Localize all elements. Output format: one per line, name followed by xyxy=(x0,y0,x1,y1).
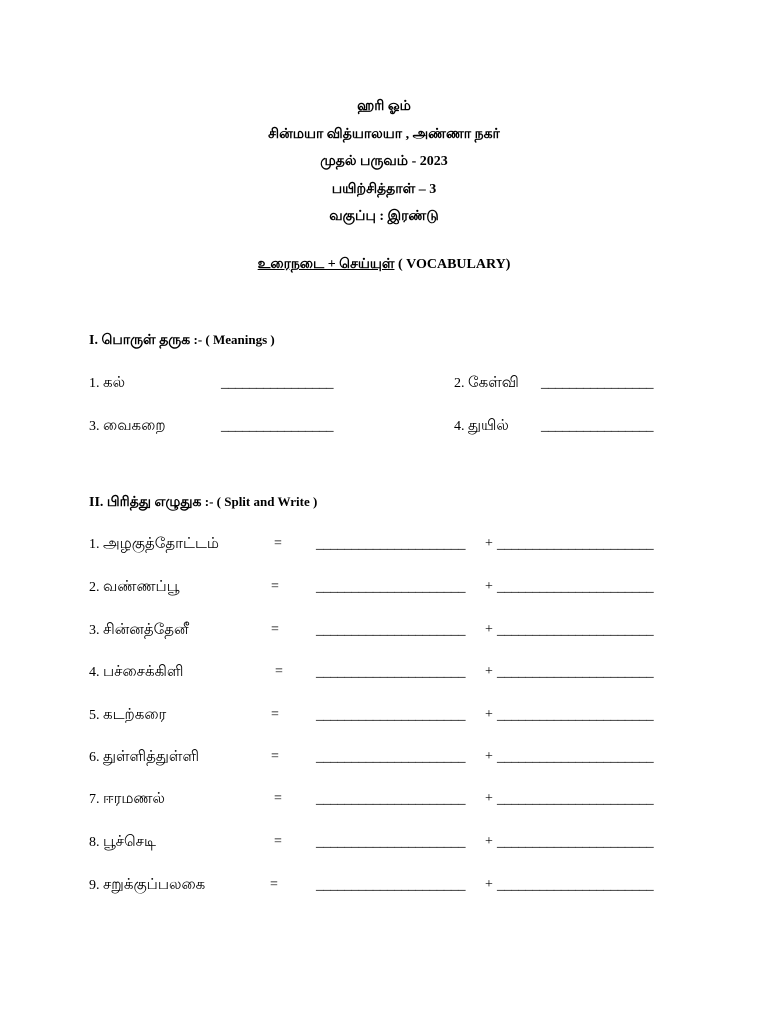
split-item xyxy=(89,873,205,898)
plus-sign: + xyxy=(485,664,493,679)
plus-sign: + xyxy=(485,834,493,849)
item-number: 1. xyxy=(89,537,103,552)
item-word: சறுக்குப்பலகை xyxy=(103,877,206,893)
meaning-item xyxy=(89,371,125,396)
equals-sign: = xyxy=(274,536,282,551)
plus-sign: + xyxy=(485,877,493,892)
item-number: 6. xyxy=(89,750,103,765)
split-item xyxy=(89,532,219,557)
item-word: துள்ளித்துள்ளி xyxy=(103,749,200,765)
answer-blank-first[interactable]: _____________________ xyxy=(316,877,466,893)
item-number: 8. xyxy=(89,835,103,850)
class-grade: வகுப்பு : இரண்டு xyxy=(329,209,439,224)
item-number: 3. xyxy=(89,623,103,638)
equals-sign: = xyxy=(275,664,283,679)
item-number: 7. xyxy=(89,792,103,807)
equals-sign: = xyxy=(271,579,279,594)
section-subtitle: :- ( Meanings ) xyxy=(190,332,275,347)
item-word: கல் xyxy=(103,375,126,391)
split-item xyxy=(89,660,183,685)
school-name: சின்மயா வித்யாலயா , அண்ணா நகர் xyxy=(268,126,500,142)
meaning-row xyxy=(89,371,689,395)
section-number: I. xyxy=(89,333,102,348)
meaning-item xyxy=(454,414,509,439)
split-row xyxy=(89,787,689,811)
split-row xyxy=(89,618,689,642)
answer-blank-second[interactable]: ______________________ xyxy=(497,622,654,638)
plus-sign: + xyxy=(485,791,493,806)
section-subtitle: :- ( Split and Write ) xyxy=(201,494,318,509)
answer-blank[interactable]: ________________ xyxy=(541,375,653,391)
vocabulary-title-tamil: உரைநடை + செய்யுள் xyxy=(257,257,395,272)
split-row xyxy=(89,830,689,854)
split-row xyxy=(89,532,689,556)
item-word: கேள்வி xyxy=(468,375,519,391)
answer-blank-second[interactable]: ______________________ xyxy=(497,749,654,765)
plus-sign: + xyxy=(485,622,493,637)
item-word: பூச்செடி xyxy=(103,834,156,850)
answer-blank-second[interactable]: ______________________ xyxy=(497,664,654,680)
split-item xyxy=(89,703,166,728)
equals-sign: = xyxy=(271,622,279,637)
item-word: வைகறை xyxy=(103,418,166,434)
answer-blank-first[interactable]: _____________________ xyxy=(316,834,466,850)
answer-blank-first[interactable]: _____________________ xyxy=(316,791,466,807)
equals-sign: = xyxy=(274,791,282,806)
split-item xyxy=(89,618,189,643)
item-word: கடற்கரை xyxy=(103,707,167,723)
item-word: வண்ணப்பூ xyxy=(103,579,180,595)
plus-sign: + xyxy=(485,536,493,551)
split-item xyxy=(89,745,199,770)
header-invocation: ஹரி ஓம் xyxy=(357,99,411,114)
split-row xyxy=(89,873,689,897)
split-item xyxy=(89,830,156,855)
split-row xyxy=(89,575,689,599)
answer-blank[interactable]: ________________ xyxy=(541,418,653,434)
split-row xyxy=(89,703,689,727)
item-number: 2. xyxy=(89,580,103,595)
answer-blank[interactable]: ________________ xyxy=(221,418,333,434)
vocabulary-title xyxy=(0,253,768,277)
vocabulary-title-english: ( VOCABULARY) xyxy=(394,257,511,272)
item-number: 4. xyxy=(89,665,103,680)
split-item xyxy=(89,575,179,600)
item-number: 5. xyxy=(89,708,103,723)
answer-blank[interactable]: ________________ xyxy=(221,375,333,391)
item-word: அழகுத்தோட்டம் xyxy=(103,536,219,552)
worksheet-header xyxy=(0,93,768,231)
answer-blank-first[interactable]: _____________________ xyxy=(316,749,466,765)
equals-sign: = xyxy=(271,707,279,722)
split-row xyxy=(89,745,689,769)
item-word: பச்சைக்கிளி xyxy=(103,664,184,680)
item-number: 9. xyxy=(89,878,103,893)
answer-blank-first[interactable]: _____________________ xyxy=(316,707,466,723)
answer-blank-first[interactable]: _____________________ xyxy=(316,622,466,638)
equals-sign: = xyxy=(271,749,279,764)
section-split-heading xyxy=(89,491,317,514)
meaning-row xyxy=(89,414,689,438)
answer-blank-first[interactable]: _____________________ xyxy=(316,664,466,680)
answer-blank-second[interactable]: ______________________ xyxy=(497,536,654,552)
meaning-item xyxy=(89,414,166,439)
section-meanings-heading xyxy=(89,329,275,352)
item-number: 3. xyxy=(89,419,103,434)
meaning-item xyxy=(454,371,519,396)
answer-blank-second[interactable]: ______________________ xyxy=(497,791,654,807)
section-title: பொருள் தருக xyxy=(101,333,191,348)
item-number: 2. xyxy=(454,376,468,391)
plus-sign: + xyxy=(485,579,493,594)
plus-sign: + xyxy=(485,707,493,722)
equals-sign: = xyxy=(274,834,282,849)
answer-blank-first[interactable]: _____________________ xyxy=(316,579,466,595)
equals-sign: = xyxy=(270,877,278,892)
item-number: 4. xyxy=(454,419,468,434)
item-number: 1. xyxy=(89,376,103,391)
answer-blank-second[interactable]: ______________________ xyxy=(497,707,654,723)
worksheet-number: பயிற்சித்தாள் – 3 xyxy=(331,181,437,197)
split-item xyxy=(89,787,165,812)
answer-blank-first[interactable]: _____________________ xyxy=(316,536,466,552)
item-word: ஈரமணல் xyxy=(103,791,165,807)
split-row xyxy=(89,660,689,684)
plus-sign: + xyxy=(485,749,493,764)
answer-blank-second[interactable]: ______________________ xyxy=(497,579,654,595)
answer-blank-second[interactable]: ______________________ xyxy=(497,877,654,893)
section-number: II. xyxy=(89,495,107,510)
answer-blank-second[interactable]: ______________________ xyxy=(497,834,654,850)
item-word: சின்னத்தேனீ xyxy=(103,622,189,638)
section-title: பிரித்து எழுதுக xyxy=(106,495,202,510)
term-year: முதல் பருவம் - 2023 xyxy=(320,154,448,169)
item-word: துயில் xyxy=(468,418,509,434)
